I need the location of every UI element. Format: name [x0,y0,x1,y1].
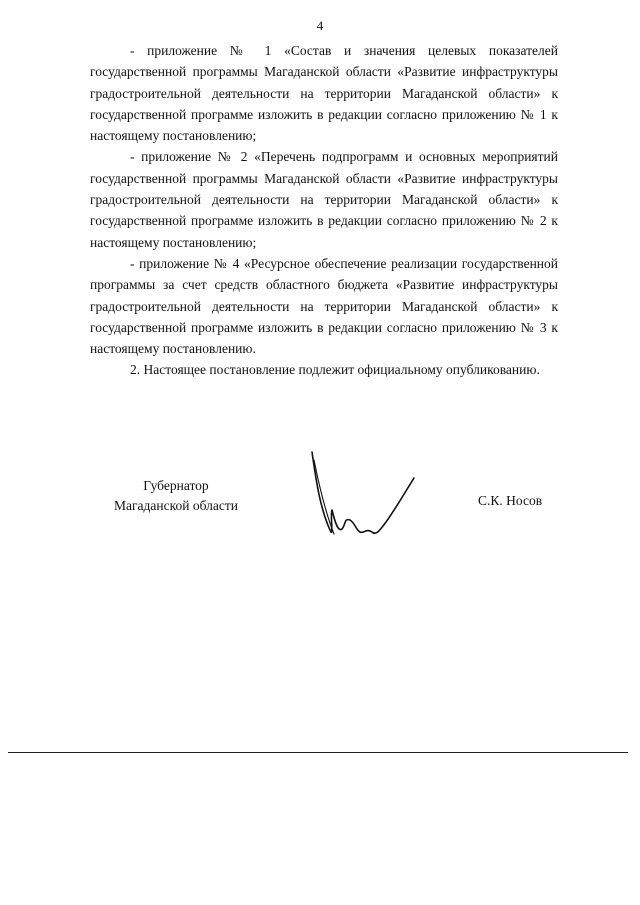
paragraph-appendix-2: - приложение № 2 «Перечень подпрограмм и основных мероприятий государственной программы Магаданской области «Развитие инфраструктуры градостроительной деятельности на территории Магаданской области» к государственной программе изложить в редакции согласно приложению № 2 к настоящему постановлению; [90,149,558,250]
paragraph-appendix-1: - приложение № 1 «Состав и значения целевых показателей государственной программы Магаданской области «Развитие инфраструктуры градостроительной деятельности на территории Магаданской области» к государственной программе изложить в редакции согласно приложению № 1 к настоящему постановлению; [90,43,558,144]
signature-block [0,476,640,586]
handwritten-signature [300,450,430,560]
signatory-position [96,476,256,516]
document-body [90,40,558,381]
position-line-2: Магаданской области [114,498,238,513]
paragraph-appendix-4: - приложение № 4 «Ресурсное обеспечение реализации государственной программы за счет средств областного бюджета «Развитие инфраструктуры градостроительной деятельности на территории Магаданской области» к государственной программе изложить в редакции согласно приложению № 3 к настоящему постановлению. [90,255,558,357]
page-bottom-divider [8,752,628,753]
page-number: 4 [316,18,324,33]
paragraph-publication: 2. Настоящее постановление подлежит официальному опубликованию. [130,362,540,378]
signer-name: С.К. Носов [478,493,543,508]
position-line-1: Губернатор [143,478,209,493]
